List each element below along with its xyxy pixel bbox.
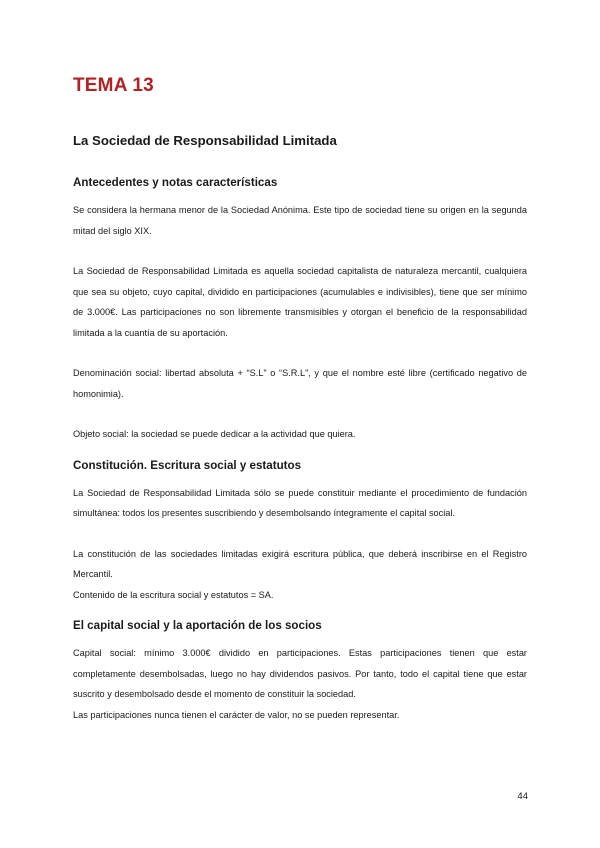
paragraph: Denominación social: libertad absoluta + “S.L” o “S.R.L”, y que el nombre esté libre (certificado negativo de homonimia). (73, 368, 527, 399)
paragraph: La constitución de las sociedades limitadas exigirá escritura pública, que deberá inscribirse en el Registro Mercantil. (73, 548, 527, 579)
page-content (73, 74, 527, 725)
paragraph: La Sociedad de Responsabilidad Limitada es aquella sociedad capitalista de naturaleza mercantil, cualquiera que sea su objeto, cuyo capital, dividido en participaciones (acumulables e indivisibles), tiene que ser mínimo de 3.000€. Las participaciones no son libremente transmisibles y otorgan el beneficio de la responsabilidad limitada a la cuantía de su aportación. (73, 266, 527, 338)
paragraph: La Sociedad de Responsabilidad Limitada sólo se puede constituir mediante el procedimiento de fundación simultánea: todos los presentes suscribiendo y desembolsando íntegramente el capital social. (73, 487, 527, 518)
paragraph: Se considera la hermana menor de la Sociedad Anónima. Este tipo de sociedad tiene su origen en la segunda mitad del siglo XIX. (73, 205, 527, 236)
section-title: La Sociedad de Responsabilidad Limitada (73, 133, 337, 148)
chapter-title: TEMA 13 (73, 75, 154, 96)
paragraph: Contenido de la escritura social y estatutos = SA. (73, 589, 274, 600)
paragraph: Capital social: mínimo 3.000€ dividido en participaciones. Estas participaciones tienen que estar completamente desembolsadas, luego no hay dividendos pasivos. Por tanto, todo el capital tiene que estar suscrito y desembolsado desde el momento de constituir la sociedad. (73, 648, 527, 699)
subsection-title-antecedentes: Antecedentes y notas características (73, 176, 278, 189)
paragraph: Objeto social: la sociedad se puede dedicar a la actividad que quiera. (73, 429, 356, 439)
subsection-title-constitucion: Constitución. Escritura social y estatutos (73, 458, 302, 472)
subsection-title-capital-social: El capital social y la aportación de los socios (73, 619, 322, 632)
paragraph: Las participaciones nunca tienen el carácter de valor, no se pueden representar. (73, 709, 400, 720)
page-number: 44 (517, 791, 528, 802)
